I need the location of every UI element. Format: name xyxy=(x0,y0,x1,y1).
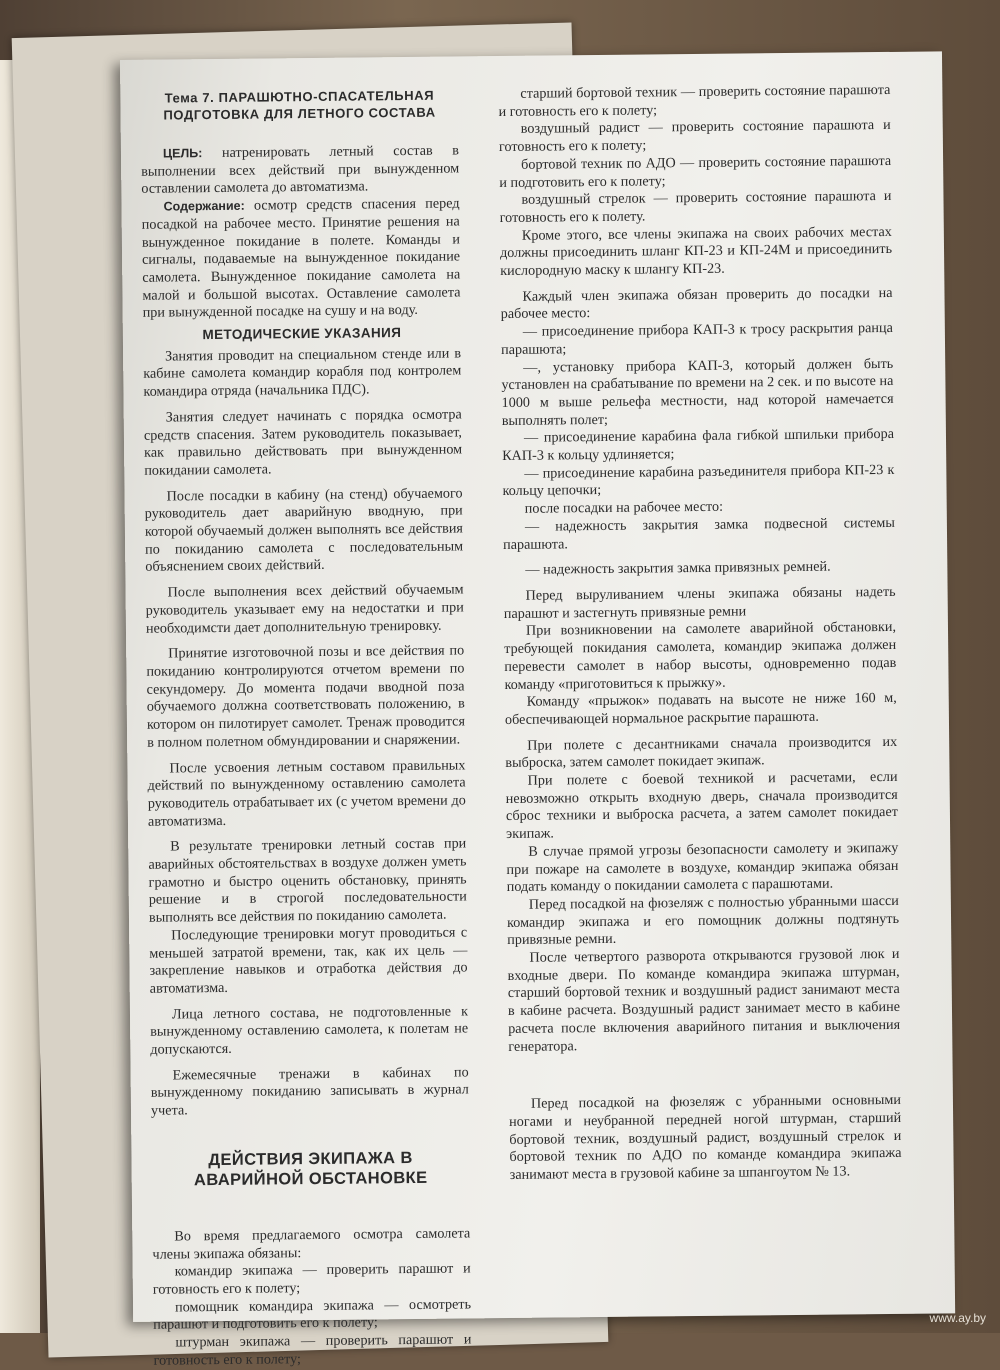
paragraph: воздушный радист — проверить состояние парашюта и готовность его к полету; xyxy=(498,117,891,156)
paragraph: После усвоения летным составом правильных действий по вынужденному оставлению самолета руководитель отрабатывает их (с учетом времени до автоматизма. xyxy=(147,756,466,830)
paragraph: Занятия следует начинать с порядка осмотра средств спасения. Затем руководитель показывает, как правильно действовать при вынужденном покидании самолета. xyxy=(143,406,463,479)
paragraph: Лица летного состава, не подготовленные к вынужденному оставлению самолета, к полетам не допускаются. xyxy=(150,1003,469,1058)
content-text: осмотр средств спасения перед посадкой на рабочее место. Принятие решения на вынужденное покидание в полете. Команды и сигналы, подаваемые на вынужденное покидание самолета. Вынужденное покидание самолета на малой и большой высотах. Оставление самолета при вынужденной посадке на сушу и на воду. xyxy=(141,195,461,322)
content-label: Содержание: xyxy=(163,198,245,214)
paragraph: Во время предлагаемого осмотра самолета члены экипажа обязаны: xyxy=(152,1225,471,1263)
watermark: www.ay.by xyxy=(929,1311,986,1325)
paragraph: Ежемесячные тренажи в кабинах по вынужденному покиданию записывать в журнал учета. xyxy=(150,1064,469,1119)
paragraph: бортовой техник по АДО — проверить состояние парашюта и подготовить его к полету; xyxy=(499,152,892,191)
goal-text: натренировать летный состав в выполнении всех действий при вынужденном оставлении самолета до автоматизма. xyxy=(141,142,460,198)
paragraph: При возникновении на самолете аварийной обстановки, требующей покидания самолета, командир экипажа должен перевести самолет в набор высоты, одновременно подав команду «приготовиться к прыжку». xyxy=(504,619,897,693)
paragraph: командир экипажа — проверить парашют и готовность его к полету; xyxy=(152,1260,471,1298)
document-page xyxy=(120,51,955,1369)
goal-paragraph xyxy=(141,142,460,198)
paragraph: после посадки на рабочее место: xyxy=(524,498,724,517)
method-title: МЕТОДИЧЕСКИЕ УКАЗАНИЯ xyxy=(202,325,402,343)
paragraph: помощник командира экипажа — осмотреть парашют и подготовить его к полету; xyxy=(153,1296,472,1334)
paragraph: В результате тренировки летный состав при аварийных обстоятельствах в воздухе должен уметь грамотно и быстро оценить обстановку, принять решение и в строгой последовательности выполнять все действия по покиданию самолета. xyxy=(148,835,467,926)
paragraph: При полете с боевой техникой и расчетами, если невозможно открыть входную дверь, сначала производится сброс техники и выброска расчета, а затем самолет покидает экипаж. xyxy=(505,768,899,843)
paragraph: Команду «прыжок» подавать на высоте не ниже 160 м, обеспечивающей нормальное раскрытие парашюта. xyxy=(504,690,897,728)
paragraph: Принятие изготовочной позы и все действия по покиданию контролируются отчетом времени по секундомеру. До момента подачи вводной поза обучаемого должна соответствовать положению, в котором он пилотирует самолет. Тренаж проводится в полном полетном обмундировании и снаряжении. xyxy=(146,642,466,751)
paragraph: При полете с десантниками сначала производится их выброска, затем самолет покидает экипаж. xyxy=(505,733,898,772)
topic-title: Тема 7. ПАРАШЮТНО-СПАСАТЕЛЬНАЯ ПОДГОТОВКА ДЛЯ ЛЕТНОГО СОСТАВА xyxy=(163,87,436,123)
paragraph: В случае прямой угрозы безопасности самолету и экипажу при пожаре на самолете в воздухе, командир экипажа обязан подать команду о покидании самолета с парашютами. xyxy=(506,839,899,896)
right-column xyxy=(498,82,901,1185)
paragraph: Кроме этого, все члены экипажа на своих рабочих местах должны присоединить шланг КП-23 и КП-24М и присоединить кислородную маску к шлангу КП-23. xyxy=(499,223,893,280)
paragraph: После посадки в кабину (на стенд) обучаемого руководитель дает аварийную вводную, при которой обучаемый должен выполнять все действия по покиданию самолета с последовательным объяснением своих действий. xyxy=(144,485,464,576)
paragraph: — присоединение прибора КАП-3 к тросу раскрытия ранца парашюта; xyxy=(500,320,893,358)
paragraph: — надежность закрытия замка привязных ремней. xyxy=(525,558,831,579)
paragraph: Последующие тренировки могут проводиться с меньшей затратой времени, так, как их цель — закрепление навыков и отработка действия до автоматизма. xyxy=(149,924,468,997)
actions-title: ДЕЙСТВИЯ ЭКИПАЖА В АВАРИЙНОЙ ОБСТАНОВКЕ xyxy=(193,1148,428,1190)
paragraph: — надежность закрытия замка подвесной системы парашюта. xyxy=(503,514,895,553)
paragraph: Перед посадкой на фюзеляж с убранными основными ногами и неубранной передней ногой штурман, старший бортовой техник, воздушный радист, воздушный стрелок и бортовой техник по АДО по команде командира экипажа занимают места в грузовой кабине за шпангоутом № 13. xyxy=(509,1092,902,1184)
paragraph: После четвертого разворота открываются грузовой люк и входные двери. По команде командира экипажа штурман, старший бортовой техник и воздушный радист занимают места в кабине расчета. Воздушный радист занимает место в кабине расчета после включения аварийного питания и выключения генератора. xyxy=(507,945,901,1055)
left-column xyxy=(140,86,471,1370)
paragraph: — присоединение карабина разъединителя прибора КП-23 к кольцу цепочки; xyxy=(502,461,895,500)
paragraph: После выполнения всех действий обучаемым руководитель указывает ему на недостатки и при необходимсти дает дополнительную тренировку. xyxy=(145,581,464,637)
paragraph: штурман экипажа — проверить парашют и готовность его к полету; xyxy=(153,1331,472,1369)
paragraph: воздушный стрелок — проверить состояние парашюта и готовность его к полету. xyxy=(499,188,892,226)
content-paragraph xyxy=(141,196,460,323)
paragraph: — присоединение карабина фала гибкой шпильки прибора КАП-3 к кольцу удлиняется; xyxy=(502,426,895,465)
paragraph: Перед выруливанием члены экипажа обязаны надеть парашют и застегнуть привязные ремни xyxy=(503,583,896,622)
paragraph: Каждый член экипажа обязан проверить до посадки на рабочее место: xyxy=(500,284,893,323)
goal-label: ЦЕЛЬ: xyxy=(162,146,203,161)
paragraph: —, установку прибора КАП-3, который должен быть установлен на срабатывание по времени на 2 сек. и по высоте на 1000 м выше рельефа местности, над которой намечается выполнять полет; xyxy=(501,355,894,429)
paragraph: старший бортовой техник — проверить состояние парашюта и готовность его к полету; xyxy=(498,81,891,120)
paragraph: Занятия проводит на специальном стенде или в кабине самолета командир корабля под контролем командира отряда (начальника ПДС). xyxy=(143,345,462,400)
paragraph: Перед посадкой на фюзеляж с полностью убранными шасси командир экипажа и его помощник должны подтянуть привязные ремни. xyxy=(506,892,900,949)
